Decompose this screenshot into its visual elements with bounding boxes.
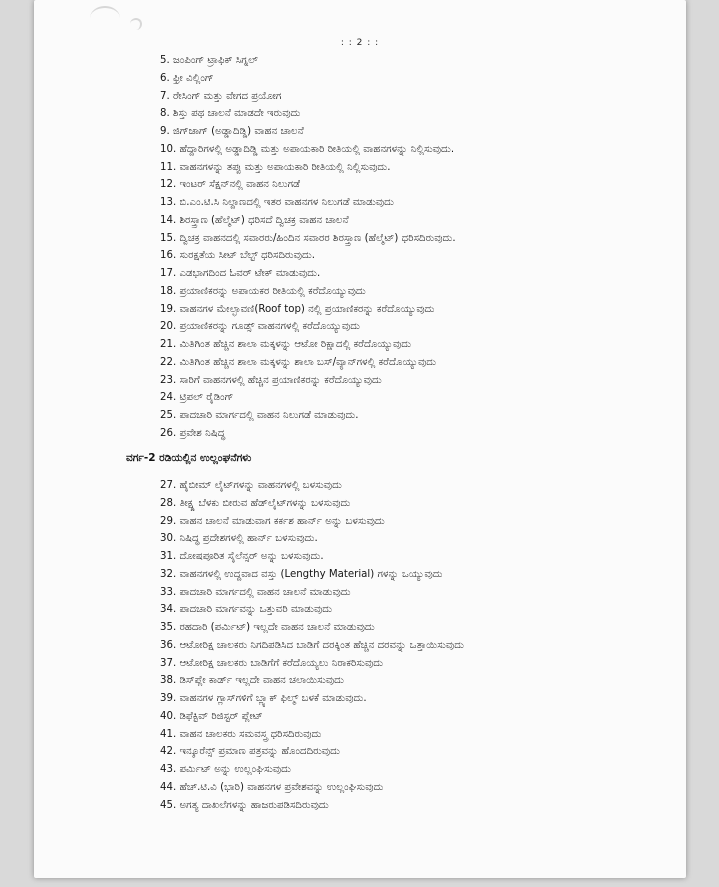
list-item: 18. ಪ್ರಯಾಣಿಕರನ್ನು ಅಪಾಯಕರ ರೀತಿಯಲ್ಲಿ ಕರೆದೊಯ್ಯುವುದು [160, 285, 366, 297]
violations-list-part1 [160, 52, 456, 443]
list-item: 24. ಟ್ರಿಪಲ್ ರೈಡಿಂಗ್ [160, 392, 234, 404]
list-item: 31. ದೋಷಪೂರಿತ ಸೈಲೆನ್ಸರ್ ಅನ್ನು ಬಳಸುವುದು. [160, 551, 324, 562]
list-item: 22. ಮಿತಿಗಿಂತ ಹೆಚ್ಚಿನ ಶಾಲಾ ಮಕ್ಕಳನ್ನು ಶಾಲಾ ಬಸ್/ವ್ಯಾನ್‌ಗಳಲ್ಲಿ ಕರೆದೊಯ್ಯುವುದು [160, 356, 437, 368]
list-item: 7. ರೇಸಿಂಗ್ ಮತ್ತು ವೇಗದ ಪ್ರಯೋಗ [160, 90, 282, 102]
list-item: 41. ವಾಹನ ಚಾಲಕರು ಸಮವಸ್ತ್ರ ಧರಿಸದಿರುವುದು [160, 728, 322, 740]
list-item: 26. ಪ್ರವೇಶ ನಿಷಿದ್ಧ [160, 427, 226, 439]
list-item: 42. ಇನ್ಶೂರೆನ್ಸ್ ಪ್ರಮಾಣ ಪತ್ರವನ್ನು ಹೊಂದದಿರುವುದು [160, 746, 340, 758]
list-item: 25. ಪಾದಚಾರಿ ಮಾರ್ಗದಲ್ಲಿ ವಾಹನ ನಿಲುಗಡೆ ಮಾಡುವುದು. [160, 410, 359, 421]
list-item: 40. ಡಿಫೆಕ್ಟಿವ್ ರಿಜಿಸ್ಟರ್ ಪ್ಲೇಟ್ [160, 710, 263, 722]
page-number: : : 2 : : [340, 38, 380, 48]
list-item: 19. ವಾಹನಗಳ ಮೇಲ್ಛಾವಣಿ(Roof top) ನಲ್ಲಿ ಪ್ರಯಾಣಿಕರನ್ನು ಕರೆದೊಯ್ಯುವುದು [160, 303, 435, 315]
list-item: 11. ವಾಹನಗಳನ್ನು ತಪ್ಪು ಮತ್ತು ಅಪಾಯಕಾರಿ ರೀತಿಯಲ್ಲಿ ನಿಲ್ಲಿಸುವುದು. [160, 161, 391, 173]
list-item: 34. ಪಾದಚಾರಿ ಮಾರ್ಗವನ್ನು ಒತ್ತುವರಿ ಮಾಡುವುದು [160, 604, 333, 616]
list-item: 8. ಶಿಸ್ತು ಪಥ ಚಾಲನೆ ಮಾಡದೇ ಇರುವುದು [160, 108, 301, 120]
list-item: 27. ಹೈಬೀಮ್ ಲೈಟ್‌ಗಳನ್ನು ವಾಹನಗಳಲ್ಲಿ ಬಳಸುವುದು [160, 480, 342, 491]
list-item: 9. ಜಿಗ್‌ಜಾಗ್ (ಅಡ್ಡಾದಿಡ್ಡಿ) ವಾಹನ ಚಾಲನೆ [160, 126, 304, 137]
list-item: 37. ಆಟೋರಿಕ್ಷ ಚಾಲಕರು ಬಾಡಿಗೆಗೆ ಕರೆದೊಯ್ಯಲು ನಿರಾಕರಿಸುವುದು [160, 657, 384, 669]
list-item: 32. ವಾಹನಗಳಲ್ಲಿ ಉದ್ದವಾದ ವಸ್ತು (Lengthy Material) ಗಳನ್ನು ಒಯ್ಯುವುದು [160, 568, 443, 580]
list-item: 6. ಫ್ರೀ ವಿಲ್ಲಿಂಗ್ [160, 72, 214, 84]
list-item: 12. ಇಂಟರ್ ಸೆಕ್ಷನ್‌ನಲ್ಲಿ ವಾಹನ ನಿಲುಗಡೆ [160, 179, 301, 191]
section-heading: ವರ್ಗ-2 ರಡಿಯಲ್ಲಿನ ಉಲ್ಲಂಘನೆಗಳು [126, 452, 252, 464]
list-item: 16. ಸುರಕ್ಷತೆಯ ಸೀಟ್ ಬೆಲ್ಟ್ ಧರಿಸದಿರುವುದು. [160, 250, 316, 262]
scan-artifact [90, 6, 120, 30]
list-item: 36. ಆಟೋರಿಕ್ಷ ಚಾಲಕರು ನಿಗದಿಪಡಿಸಿದ ಬಾಡಿಗೆ ದರಕ್ಕಿಂತ ಹೆಚ್ಚಿನ ದರವನ್ನು ಒತ್ತಾಯಿಸುವುದು [160, 639, 465, 651]
list-item: 17. ಎಡಭಾಗದಿಂದ ಓವರ್ ಟೇಕ್ ಮಾಡುವುದು. [160, 268, 321, 279]
scan-artifact-small [130, 18, 142, 30]
list-item: 5. ಜಂಪಿಂಗ್ ಟ್ರಾಫಿಕ್ ಸಿಗ್ನಲ್ [160, 55, 258, 66]
list-item: 23. ಸಾರಿಗೆ ವಾಹನಗಳಲ್ಲಿ ಹೆಚ್ಚಿನ ಪ್ರಯಾಣಿಕರನ್ನು ಕರೆದೊಯ್ಯುವುದು [160, 374, 382, 386]
document-page [34, 0, 686, 878]
list-item: 21. ಮಿತಿಗಿಂತ ಹೆಚ್ಚಿನ ಶಾಲಾ ಮಕ್ಕಳನ್ನು ಆಟೋ ರಿಕ್ಷಾದಲ್ಲಿ ಕರೆದೊಯ್ಯುವುದು [160, 339, 412, 350]
list-item: 28. ತೀಕ್ಷ್ಣ ಬೆಳಕು ಬೀರುವ ಹೆಡ್‌ಲೈಟ್‌ಗಳನ್ನು ಬಳಸುವುದು [160, 497, 351, 509]
list-item: 33. ಪಾದಚಾರಿ ಮಾರ್ಗದಲ್ಲಿ ವಾಹನ ಚಾಲನೆ ಮಾಡುವುದು [160, 586, 351, 598]
list-item: 10. ಹೆದ್ದಾರಿಗಳಲ್ಲಿ ಅಡ್ಡಾದಿಡ್ಡಿ ಮತ್ತು ಅಪಾಯಕಾರಿ ರೀತಿಯಲ್ಲಿ ವಾಹನಗಳನ್ನು ನಿಲ್ಲಿಸುವುದು. [160, 143, 455, 155]
list-item: 35. ರಹದಾರಿ (ಪರ್ಮಿಟ್) ಇಲ್ಲದೇ ವಾಹನ ಚಾಲನೆ ಮಾಡುವುದು [160, 622, 375, 633]
list-item: 30. ನಿಷಿದ್ಧ ಪ್ರದೇಶಗಳಲ್ಲಿ ಹಾರ್ನ್ ಬಳಸುವುದು. [160, 533, 318, 545]
list-item: 44. ಹೆಚ್.ಟಿ.ವಿ (ಭಾರಿ) ವಾಹನಗಳ ಪ್ರವೇಶವನ್ನು ಉಲ್ಲಂಘಿಸುವುದು [160, 781, 384, 793]
list-item: 38. ಡಿಸ್‌ಪ್ಲೇ ಕಾರ್ಡ್ ಇಲ್ಲದೇ ವಾಹನ ಚಲಾಯಿಸುವುದು [160, 675, 344, 687]
list-item: 29. ವಾಹನ ಚಾಲನೆ ಮಾಡುವಾಗ ಕರ್ಕಶ ಹಾರ್ನ್ ಅನ್ನು ಬಳಸುವುದು [160, 515, 385, 527]
list-item: 14. ಶಿರಸ್ತ್ರಾಣ (ಹೆಲ್ಮೆಟ್) ಧರಿಸದೆ ದ್ವಿಚಕ್ರ ವಾಹನ ಚಾಲನೆ [160, 214, 349, 226]
list-item: 45. ಅಗತ್ಯ ದಾಖಲೆಗಳನ್ನು ಹಾಜರುಪಡಿಸದಿರುವುದು [160, 799, 329, 811]
violations-list-part2 [160, 477, 464, 814]
list-item: 15. ದ್ವಿಚಕ್ರ ವಾಹನದಲ್ಲಿ ಸವಾರರು/ಹಿಂದಿನ ಸವಾರರ ಶಿರಸ್ತ್ರಾಣ (ಹೆಲ್ಮೆಟ್) ಧರಿಸದಿರುವುದು. [160, 232, 456, 244]
list-item: 43. ಪರ್ಮಿಟ್ ಅನ್ನು ಉಲ್ಲಂಘಿಸುವುದು [160, 764, 291, 775]
list-item: 39. ವಾಹನಗಳ ಗ್ಲಾಸ್‌ಗಳಿಗೆ ಬ್ಲ್ಯಾಕ್ ಫಿಲ್ಮ್ ಬಳಕೆ ಮಾಡುವುದು. [160, 693, 367, 704]
list-item: 20. ಪ್ರಯಾಣಿಕರನ್ನು ಗೂಡ್ಸ್ ವಾಹನಗಳಲ್ಲಿ ಕರೆದೊಯ್ಯುವುದು [160, 321, 361, 333]
list-item: 13. ಬಿ.ಎಂ.ಟಿ.ಸಿ ನಿಲ್ದಾಣದಲ್ಲಿ ಇತರ ವಾಹನಗಳ ನಿಲುಗಡೆ ಮಾಡುವುದು [160, 197, 394, 208]
